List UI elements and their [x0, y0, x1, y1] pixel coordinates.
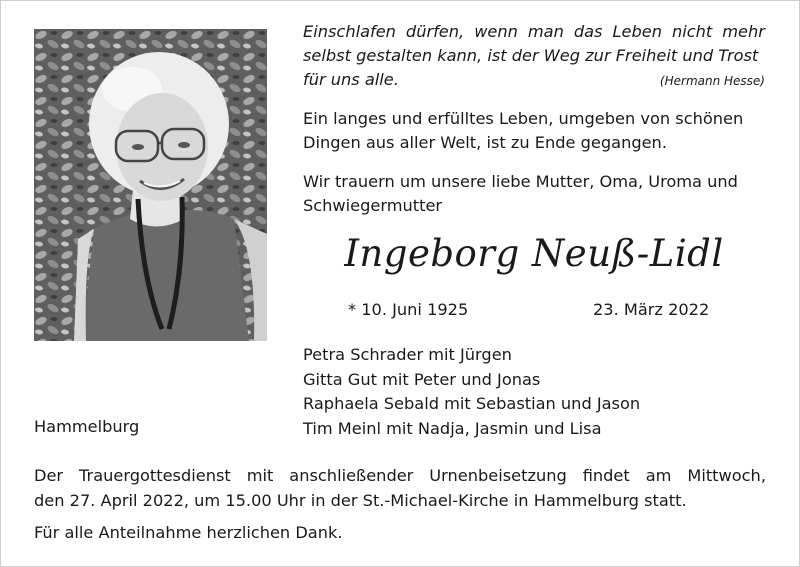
birth-date: * 10. Juni 1925 [348, 300, 469, 319]
life-line-2: Dingen aus aller Welt, ist zu Ende gegangen. [303, 133, 667, 152]
service-line-2: den 27. April 2022, um 15.00 Uhr in der St.-Michael-Kirche in Hammelburg statt. [34, 490, 687, 510]
mourning-line-2: Schwiegermutter [303, 196, 443, 215]
quote-line-3: für uns alle. [303, 70, 399, 89]
death-date: 23. März 2022 [593, 300, 710, 319]
thanks-line: Für alle Anteilnahme herzlichen Dank. [34, 523, 343, 542]
portrait-photo [34, 29, 267, 341]
service-word: anschließender [289, 466, 414, 485]
service-word: Mittwoch, [687, 466, 766, 485]
quote-word: man [527, 22, 564, 41]
quote-word: Einschlafen [303, 22, 396, 41]
place-name: Hammelburg [34, 417, 140, 436]
life-paragraph [303, 107, 773, 155]
mourning-paragraph [303, 170, 773, 218]
hesse-quote [303, 20, 765, 93]
quote-word: dürfen, [405, 22, 465, 41]
mourner-entry: Gitta Gut mit Peter und Jonas [303, 369, 541, 389]
service-word: Der [34, 466, 64, 485]
quote-word: Leben [612, 22, 662, 41]
quote-word: nicht [671, 22, 713, 41]
service-announcement [34, 464, 766, 513]
quote-word: wenn [474, 22, 518, 41]
deceased-name: Ingeborg Neuß-Lidl [344, 232, 724, 275]
quote-word: das [573, 22, 603, 41]
quote-word: mehr [722, 22, 765, 41]
mourner-entry: Petra Schrader mit Jürgen [303, 345, 512, 364]
mourner-entry: Tim Meinl mit Nadja, Jasmin und Lisa [303, 418, 602, 438]
quote-line-2: selbst gestalten kann, ist der Weg zur Freiheit und Trost [303, 46, 759, 65]
service-word: Trauergottesdienst [79, 466, 231, 485]
service-word: findet [582, 466, 630, 485]
service-word: Urnenbeisetzung [429, 466, 567, 485]
service-word: mit [246, 466, 274, 485]
mourners-list [303, 343, 640, 441]
mourner-entry: Raphaela Sebald mit Sebastian und Jason [303, 394, 641, 413]
mourning-line-1: Wir trauern um unsere liebe Mutter, Oma, Uroma und [303, 172, 738, 191]
quote-author: (Hermann Hesse) [659, 74, 765, 88]
life-line-1: Ein langes und erfülltes Leben, umgeben von schönen [303, 109, 744, 128]
service-word: am [645, 466, 672, 485]
